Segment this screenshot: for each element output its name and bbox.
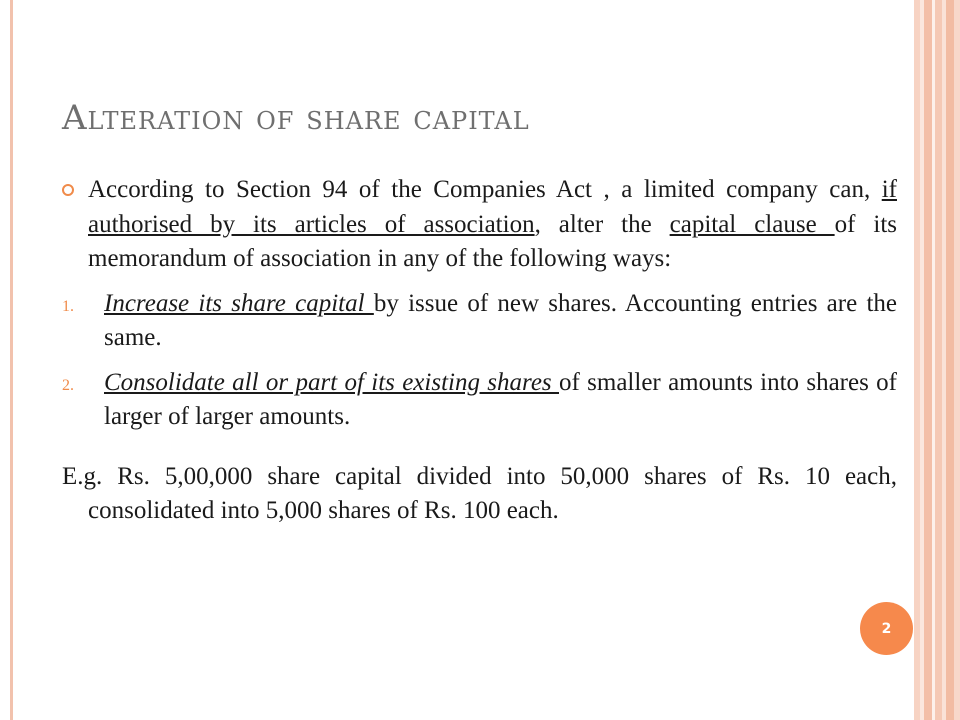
list-item-text: of smaller amounts into shares of larger of larger amounts. (104, 368, 897, 430)
capital-clause-phrase: capital clause (669, 210, 835, 238)
left-frame-line (10, 0, 13, 720)
list-item-number: 2. (62, 376, 74, 394)
intro-paragraph (62, 173, 897, 277)
list-item-emphasis: Consolidate all or part of its existing shares (104, 368, 559, 396)
slide-title: Alteration of share capital (62, 98, 530, 138)
intro-text-3: of its memorandum of association in any of the following ways: (88, 210, 897, 272)
slide-body (62, 173, 897, 554)
intro-text-2: , alter the (534, 210, 670, 238)
list-item-number: 1. (62, 297, 74, 315)
list-item-text: by issue of new shares. Accounting entries are the same. (104, 289, 897, 351)
intro-text-1: According to Section 94 of the Companies Act , a limited company can, (88, 176, 882, 203)
bullet-icon (62, 184, 74, 196)
list-item (62, 287, 897, 356)
page-number-badge: 2 (860, 602, 913, 655)
example-paragraph: E.g. Rs. 5,00,000 share capital divided into 50,000 shares of Rs. 10 each, consolidated into 5,000 shares of Rs. 100 each. (62, 462, 897, 524)
right-decorative-stripes (914, 0, 960, 720)
list-item-emphasis: Increase its share capital (104, 289, 374, 317)
articles-phrase: if authorised by its articles of association (88, 176, 897, 238)
list-item (62, 366, 897, 435)
